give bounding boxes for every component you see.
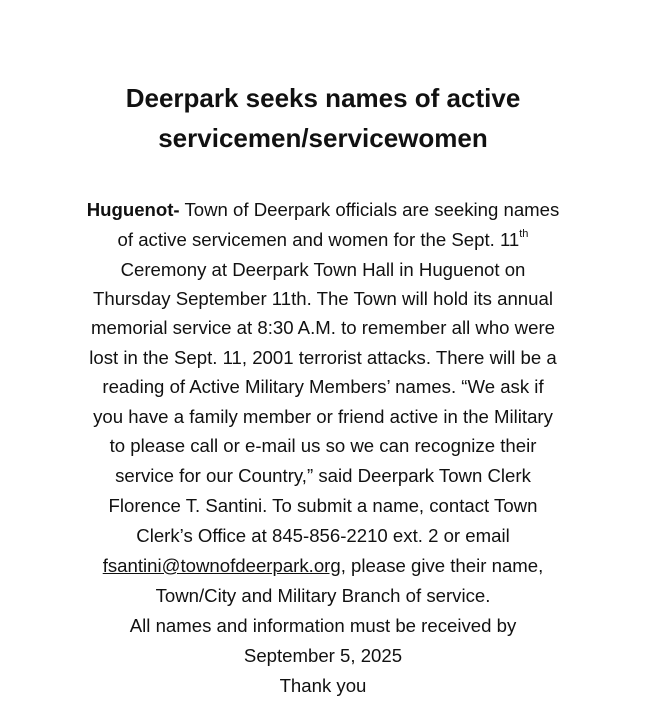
body-line-10: service for our Country,” said Deerpark Town Clerk — [115, 465, 531, 486]
body-line-2 — [0, 228, 646, 252]
body-line-13 — [0, 554, 646, 578]
body-line-9: to please call or e-mail us so we can recognize their — [109, 435, 537, 456]
body-line-2-text: of active servicemen and women for the Sept. 11 — [117, 229, 520, 250]
body-line-8: you have a family member or friend active in the Military — [93, 406, 553, 427]
body-line-5: memorial service at 8:30 A.M. to remember all who were — [91, 317, 555, 338]
body-line-3: Ceremony at Deerpark Town Hall in Huguenot on — [120, 259, 526, 280]
ordinal-superscript: th — [519, 227, 529, 240]
body-line-11: Florence T. Santini. To submit a name, contact Town — [108, 495, 538, 516]
body-line-15: All names and information must be received by — [129, 615, 517, 636]
body-line-4: Thursday September 11th. The Town will hold its annual — [93, 288, 553, 309]
body-line-13-text: , please give their name, — [340, 555, 544, 576]
body-line-6: lost in the Sept. 11, 2001 terrorist attacks. There will be a — [89, 347, 557, 368]
headline-line-2: servicemen/servicewomen — [158, 123, 488, 153]
dateline: Huguenot- — [86, 199, 180, 220]
body-line-1 — [0, 198, 646, 222]
body-line-1-text: Town of Deerpark officials are seeking names — [179, 199, 560, 220]
email-link[interactable]: fsantini@townofdeerpark.org — [102, 555, 341, 576]
body-line-14: Town/City and Military Branch of service. — [155, 585, 491, 606]
deadline-date: September 5, 2025 — [243, 645, 403, 666]
body-line-7: reading of Active Military Members’ names. “We ask if — [102, 376, 544, 397]
body-line-12: Clerk’s Office at 845-856-2210 ext. 2 or email — [136, 525, 510, 546]
closing-thank-you: Thank you — [279, 675, 367, 696]
headline-line-1: Deerpark seeks names of active — [125, 83, 521, 113]
